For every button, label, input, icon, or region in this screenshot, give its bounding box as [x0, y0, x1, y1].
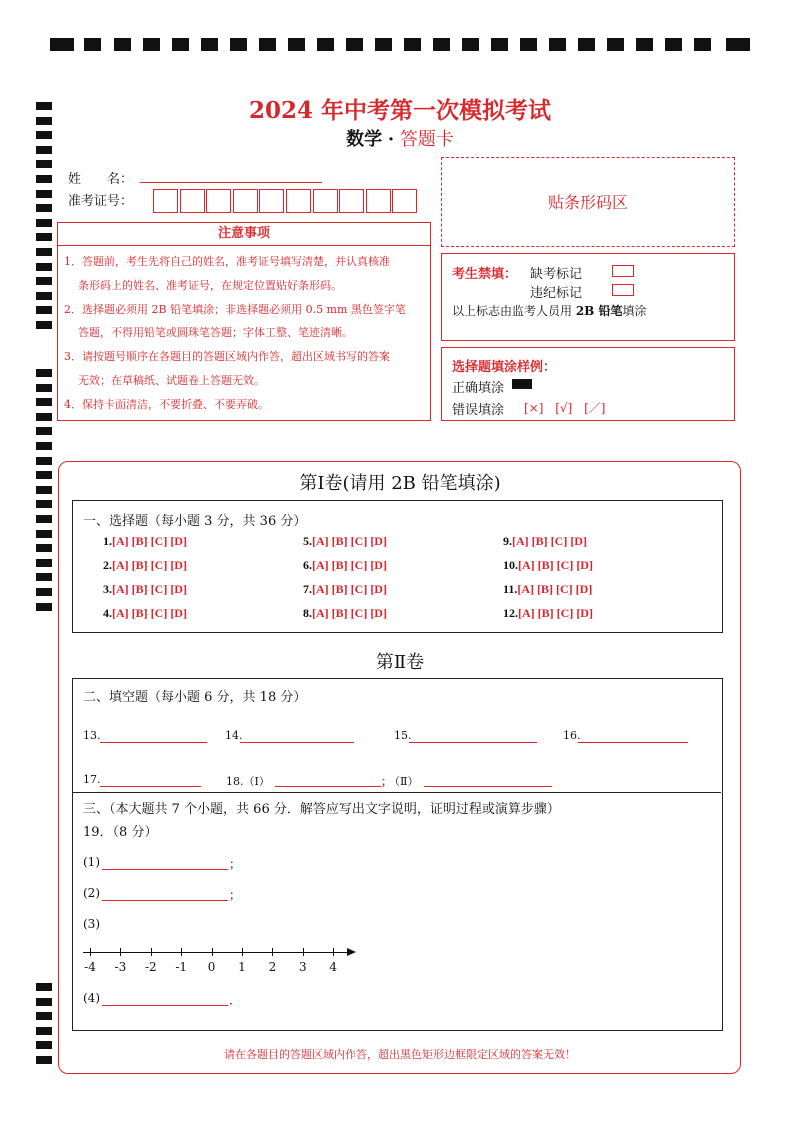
fill-number: 18.（Ⅰ） [226, 775, 270, 788]
sub-question-1: (1) [83, 855, 100, 869]
timing-mark [36, 398, 52, 406]
number-line-label: -4 [84, 960, 96, 974]
number-line-label: 2 [268, 960, 277, 974]
sub-question-3: (3) [83, 917, 100, 931]
wrong-mark: [√] [555, 401, 573, 415]
fill-answer-13[interactable] [100, 729, 207, 743]
timing-mark [36, 204, 52, 212]
timing-mark [694, 38, 711, 51]
timing-mark [36, 1012, 52, 1020]
timing-mark [36, 573, 52, 581]
fill-answer-14[interactable] [240, 729, 354, 743]
choice-section [72, 500, 723, 633]
timing-mark [549, 38, 566, 51]
timing-mark [520, 38, 537, 51]
period-4: ． [229, 993, 242, 1007]
fill-item-18 [226, 773, 270, 789]
timing-mark [726, 38, 750, 51]
timing-mark [462, 38, 479, 51]
semicolon-2: ； [229, 888, 242, 902]
number-line-label: 4 [329, 960, 337, 974]
timing-mark [346, 38, 363, 51]
number-line-label: -2 [144, 960, 157, 974]
fill-number: 14. [225, 729, 243, 742]
timing-mark [36, 219, 52, 227]
timing-mark [36, 515, 52, 523]
timing-mark [36, 233, 52, 241]
choice-options[interactable]: [A] [B] [C] [D] [518, 558, 593, 572]
number-line-tick [303, 948, 304, 956]
exam-title: 2024 年中考第一次模拟考试 [248, 97, 552, 124]
forbidden-title: 考生禁填： [452, 267, 518, 282]
number-line-arrow-icon [347, 948, 356, 956]
fill-number: 16. [563, 729, 581, 742]
number-line-tick [212, 948, 213, 956]
timing-mark [143, 38, 160, 51]
timing-mark [578, 38, 595, 51]
timing-mark [36, 321, 52, 329]
choice-options[interactable]: [A] [B] [C] [D] [312, 534, 387, 548]
timing-mark [36, 190, 52, 198]
number-line-label: 1 [238, 960, 246, 974]
fill-number: 17. [83, 773, 101, 786]
notice-item: 1．答题前，考生先将自己的姓名，准考证号填写清楚，并认真核准 [64, 255, 390, 268]
answer-line-4[interactable] [102, 991, 228, 1006]
timing-mark [433, 38, 450, 51]
timing-mark [172, 38, 189, 51]
id-digit-box[interactable] [286, 189, 311, 213]
timing-mark [36, 427, 52, 435]
choice-number: 5. [303, 534, 312, 548]
timing-mark [201, 38, 218, 51]
timing-mark [50, 38, 74, 51]
choice-options[interactable]: [A] [B] [C] [D] [112, 534, 187, 548]
notice-item: 答题，不得用铅笔或圆珠笔答题；字体工整、笔迹清晰。 [78, 326, 353, 340]
timing-mark [317, 38, 334, 51]
choice-question[interactable] [103, 582, 187, 597]
number-line-tick [242, 948, 243, 956]
fill-item-13 [83, 729, 101, 742]
section-divider [73, 792, 721, 793]
fill-answer-17[interactable] [100, 773, 201, 787]
choice-section-title: 一、选择题（每小题 3 分，共 36 分） [83, 514, 307, 529]
choice-number: 10. [503, 558, 518, 572]
timing-mark [36, 544, 52, 552]
number-line-tick [120, 948, 121, 956]
timing-mark [84, 38, 101, 51]
notice-item: 条形码上的姓名、准考证号，在规定位置贴好条形码。 [78, 278, 342, 292]
choice-question[interactable] [303, 534, 387, 549]
timing-mark [230, 38, 247, 51]
number-line-tick [272, 948, 273, 956]
note-prefix: 以上标志由监考人员用 [452, 304, 576, 318]
part2-title: 第Ⅱ卷 [375, 652, 425, 673]
choice-number: 1. [103, 534, 112, 548]
timing-mark [259, 38, 276, 51]
sub-question-4: (4) [83, 991, 100, 1005]
exam-subtitle [0, 125, 800, 151]
timing-mark [36, 588, 52, 596]
id-digit-box[interactable] [313, 189, 338, 213]
choice-question[interactable] [103, 558, 187, 573]
timing-mark [36, 384, 52, 392]
id-digit-box[interactable] [339, 189, 364, 213]
notice-title: 注意事项 [217, 226, 270, 241]
name-input[interactable] [140, 168, 322, 183]
choice-question[interactable] [303, 558, 387, 573]
fill-answer-15[interactable] [409, 729, 537, 743]
choice-question[interactable] [503, 534, 587, 549]
timing-mark [665, 38, 682, 51]
id-digit-box[interactable] [259, 189, 284, 213]
number-line-tick [333, 948, 334, 956]
sub-question-2: (2) [83, 886, 100, 900]
choice-question[interactable] [503, 606, 593, 621]
choice-number: 12. [503, 606, 518, 620]
timing-mark [375, 38, 392, 51]
choice-options[interactable]: [A] [B] [C] [D] [112, 558, 187, 572]
timing-mark [607, 38, 624, 51]
choice-number: 2. [103, 558, 112, 572]
timing-mark [36, 559, 52, 567]
fill-item-17 [83, 773, 101, 786]
absent-mark-box[interactable] [612, 265, 634, 277]
exam-id-boxes[interactable] [153, 189, 419, 214]
number-line-label: -1 [175, 960, 188, 974]
name-row [68, 168, 133, 187]
id-digit-box[interactable] [153, 189, 178, 213]
timing-mark [36, 1027, 52, 1035]
number-line-label: 0 [207, 960, 216, 974]
choice-number: 9. [503, 534, 512, 548]
notice-item: 2．选择题必须用 2B 铅笔填涂；非选择题必须用 0.5 mm 黑色签字笔 [64, 302, 406, 316]
choice-options[interactable]: [A] [B] [C] [D] [518, 606, 593, 620]
notice-box [57, 245, 431, 421]
fill-item-18b: （Ⅱ） [389, 775, 419, 788]
choice-options[interactable]: [A] [B] [C] [D] [517, 582, 593, 596]
choice-options[interactable]: [A] [B] [C] [D] [312, 558, 387, 572]
choice-options[interactable]: [A] [B] [C] [D] [312, 582, 387, 596]
fill-answer-18-1[interactable] [275, 773, 381, 787]
timing-mark [404, 38, 421, 51]
sample-title: 选择题填涂样例： [452, 360, 557, 375]
choice-question[interactable] [303, 582, 387, 597]
timing-mark [36, 457, 52, 465]
choice-number: 7. [303, 582, 312, 596]
choice-question[interactable] [303, 606, 387, 621]
barcode-label: 贴条形码区 [547, 193, 628, 212]
number-line-tick [151, 948, 152, 956]
timing-mark [36, 160, 52, 168]
choice-question[interactable] [503, 558, 593, 573]
timing-mark [36, 263, 52, 271]
timing-mark [36, 306, 52, 314]
choice-number: 4. [103, 606, 112, 620]
notice-item: 无效；在草稿纸、试题卷上答题无效。 [78, 373, 265, 387]
fill-answer-18-2[interactable] [424, 773, 552, 787]
answer-sheet-label: 答题卡 [399, 129, 454, 150]
timing-mark [36, 500, 52, 508]
fill-semicolon: ； [381, 775, 392, 788]
choice-number: 11. [503, 582, 518, 596]
wrong-label: 错误填涂 [452, 403, 505, 418]
subject-label: 数学 [346, 129, 383, 150]
timing-mark [36, 983, 52, 991]
choice-number: 8. [303, 606, 312, 620]
wrong-mark: [／] [584, 401, 606, 415]
number-line-label: -3 [114, 960, 127, 974]
choice-options[interactable]: [A] [B] [C] [D] [312, 606, 387, 620]
answer-line-1[interactable] [102, 855, 228, 870]
fill-section-title: 二、填空题（每小题 6 分，共 18 分） [83, 690, 307, 705]
id-digit-box[interactable] [206, 189, 231, 213]
number-line-label: 3 [298, 960, 307, 974]
subtitle-dot: · [387, 129, 395, 150]
absent-label: 缺考标记 [530, 267, 583, 282]
timing-mark [288, 38, 305, 51]
timing-mark [114, 38, 131, 51]
violation-label: 违纪标记 [530, 286, 583, 301]
id-digit-box[interactable] [392, 189, 417, 213]
choice-number: 3. [103, 582, 112, 596]
sample-box [441, 347, 735, 421]
timing-mark [36, 248, 52, 256]
timing-mark [636, 38, 653, 51]
timing-mark [36, 442, 52, 450]
choice-question[interactable] [103, 534, 187, 549]
timing-mark [36, 175, 52, 183]
number-line-tick [181, 948, 182, 956]
timing-mark [36, 530, 52, 538]
forbidden-note [452, 302, 647, 319]
footer-warning: 请在各题目的答题区域内作答，超出黑色矩形边框限定区域的答案无效！ [224, 1048, 576, 1061]
timing-mark [491, 38, 508, 51]
id-digit-box[interactable] [366, 189, 391, 213]
number-line-axis [83, 952, 349, 953]
choice-options[interactable]: [A] [B] [C] [D] [512, 534, 587, 548]
barcode-area [441, 157, 735, 247]
timing-mark [36, 603, 52, 611]
note-suffix: 填涂 [622, 304, 647, 318]
timing-mark [36, 277, 52, 285]
choice-options[interactable]: [A] [B] [C] [D] [112, 606, 187, 620]
forbidden-box [441, 253, 735, 341]
fill-number: 13. [83, 729, 101, 742]
wrong-marks [524, 399, 605, 416]
timing-mark [36, 369, 52, 377]
semicolon-1: ； [229, 857, 242, 871]
choice-number: 6. [303, 558, 312, 572]
fill-answer-16[interactable] [578, 729, 688, 743]
part2-section [72, 678, 723, 1031]
notice-item: 4．保持卡面清洁，不要折叠、不要弄破。 [64, 397, 269, 411]
solve-section-title: 三、（本大题共 7 个小题，共 66 分．解答应写出文字说明，证明过程或演算步骤） [83, 802, 560, 817]
timing-mark [36, 413, 52, 421]
number-line-tick [90, 948, 91, 956]
correct-fill-sample [512, 379, 532, 389]
wrong-mark: [×] [524, 401, 544, 415]
id-digit-box[interactable] [233, 189, 258, 213]
choice-question[interactable] [503, 582, 592, 597]
violation-mark-box[interactable] [612, 284, 634, 296]
timing-mark [36, 998, 52, 1006]
answer-line-2[interactable] [102, 886, 228, 901]
id-digit-box[interactable] [180, 189, 205, 213]
choice-question[interactable] [103, 606, 187, 621]
id-label: 准考证号： [68, 194, 134, 209]
name-label: 姓 名： [68, 172, 134, 187]
note-bold: 2B 铅笔 [575, 304, 623, 318]
correct-label: 正确填涂 [452, 381, 505, 396]
timing-mark [36, 292, 52, 300]
notice-title-box [57, 222, 431, 246]
notice-item: 3．请按题号顺序在各题目的答题区域内作答，超出区域书写的答案 [64, 350, 390, 364]
choice-options[interactable]: [A] [B] [C] [D] [112, 582, 187, 596]
notice-list [64, 250, 406, 417]
question-19: 19．（8 分） [83, 825, 158, 840]
part1-title: 第Ⅰ卷(请用 2B 铅笔填涂) [299, 473, 501, 494]
number-line [83, 952, 358, 978]
fill-number: 15. [394, 729, 412, 742]
